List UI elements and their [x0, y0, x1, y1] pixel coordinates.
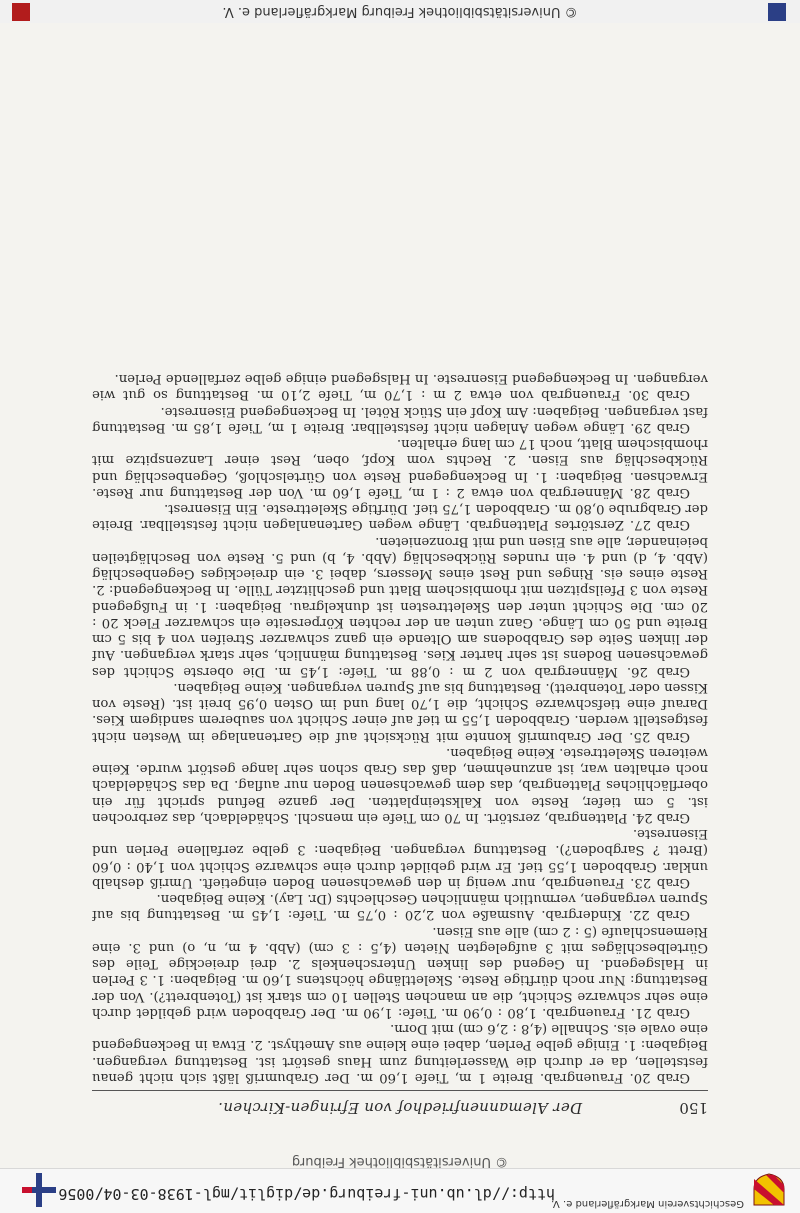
viewer-footer: [0, 0, 800, 23]
paragraph-grab-22: Grab 22. Kindergrab. Ausmaße von 2,20 : 0,75 m. Tiefe: 1,45 m. Bestattung bis auf Spuren vergangen, vermutlich männlichen Geschlechts (Dr. Lay). Keine Beigaben.: [92, 891, 708, 923]
paragraph-grab-25: Grab 25. Der Grabumriß konnte mit Rücksicht auf die Gartenanlage im Westen nicht festgestellt werden. Grabboden 1,55 m tief auf einer Schicht von sauberem sandigem Kies. Darauf eine tiefschwarze Schicht, die 1,70 lang und im Osten 0,95 breit ist. (Reste von Kissen oder Totenbrett). Bestattung bis auf Spuren vergangen. Keine Beigaben.: [92, 680, 708, 744]
header-rule: [92, 1090, 708, 1091]
paragraph-grab-21: Grab 21. Frauengrab. 1,80 : 0,90 m. Tiefe: 1,90 m. Der Grabboden wird gebildet durch eine sehr schwarze Schicht, die an manchen Stellen 10 cm stark ist (Totenbrett?). Von der Bestattung: Nur noch dürftige Reste. Skelettlänge höchstens 1,60 m. Beigaben: 1. 3 Perlen in Halsgegend. In Gegend des linken Unterschenkels 2. drei dreieckige Teile des Gürtelbeschläges mit 3 aufgelegten Nieten (4,5 : 3 cm) (Abb. 4 m, n, o) und 3. eine Riemenschlaufe (5 : 2 cm) alle aus Eisen.: [92, 923, 708, 1020]
body-text: [92, 35, 708, 1085]
url-bar[interactable]: http://dl.ub.uni-freiburg.de/diglit/mgl-1938-03-04/0056: [58, 1185, 555, 1203]
paragraph-grab-20: Grab 20. Frauengrab. Breite 1 m, Tiefe 1,60 m. Der Grabumriß läßt sich nicht genau feststellen, da er durch die Wasserleitung zum Haus gestört ist. Bestattung vergangen. Beigaben: 1. Einige gelbe Perlen, dabei eine kleine aus Amethyst. 2. Etwa in Beckengegend eine ovale eis. Schnalle (4,8 : 2,6 cm) mit Dorn.: [92, 1021, 708, 1085]
crest-icon: [752, 1173, 786, 1207]
paragraph-grab-26: Grab 26. Männergrab von 2 m : 0,88 m. Tiefe: 1,45 m. Die oberste Schicht des gewachsenen Bodens ist sehr harter Kies. Bestattung männlich, sehr stark vergangen. Auf der linken Seite des Grabbodens am Oltende ein ganz schwarzer Streifen von 4 bis 5 cm Breite und 50 cm Länge. Ganz unten an der rechten Körperseite ein schwarzer Fleck 20 : 20 cm. Die Schicht unter den Skelettresten ist dunkelgrau. Beigaben: 1. in Fußgegend Reste von 3 Pfeilspitzen mit rhombischem Blatt und geschlitzter Tülle. In Beckengegend: 2. Reste eines eis. Ringes und Rest eines Messers, dabei 3. ein dreieckiges Gegenbeschläg (Abb. 4, d) und 4. ein rundes Rückbeschläg (Abb. 4, b) und 5. Reste von Beschlägteilen beieinander, alle aus Eisen und mit Bronzenieten.: [92, 533, 708, 679]
copyright-line: © Universitätsbibliothek Freiburg: [291, 1154, 509, 1169]
running-title: Der Alemannenfriedhof von Efringen-Kirchen.: [217, 1099, 583, 1117]
paragraph-grab-29: Grab 29. Länge wegen Anlagen nicht feststellbar. Breite 1 m, Tiefe 1,85 m. Bestattung fast vergangen. Beigaben: Am Kopf ein Stück Rötel. In Beckengegend Eisenreste.: [92, 403, 708, 435]
paragraph-grab-27: Grab 27. Zerstörtes Plattengrab. Länge wegen Gartenanlagen nicht feststellbar. Breite der Grabgrube 0,80 m. Grabboden 1,75 tief. Dürftige Skelettreste. Ein Eisenrest.: [92, 501, 708, 533]
paragraph-grab-23: Grab 23. Frauengrab, nur wenig in den gewachsenen Boden eingetieft. Umriß deshalb unklar. Grabboden 1,55 tief. Er wird gebildet durch eine schwarze Schicht von 1,40 : 0,60 (Brett ? Sargboden?). Bestattung vergangen. Beigaben: 3 gelbe zerfallene Perlen und Eisenreste.: [92, 826, 708, 890]
paragraph-grab-28: Grab 28. Männergrab von etwa 2 : 1 m, Tiefe 1,60 m. Von der Bestattung nur Reste. Erwachsen. Beigaben: 1. In Beckengegend Reste von Gürtelschloß, Gegenbeschläg und Rückbeschläg aus Eisen. 2. Rechts vom Kopf, oben, Rest einer Lanzenspitze mit rhombischem Blatt, noch 17 cm lang erhalten.: [92, 436, 708, 500]
footer-copyright: © Universitätsbibliothek Freiburg Markgräflerland e. V.: [222, 4, 578, 19]
paragraph-grab-30: Grab 30. Frauengrab von etwa 2 m : 1,70 m, Tiefe 2,10 m. Bestattung so gut wie vergangen. In Beckengegend Eisenreste. In Halsgegend einige gelbe zerfallende Perlen.: [92, 371, 708, 403]
page-number: 150: [679, 1099, 708, 1117]
logo-mark-red-icon: [12, 3, 30, 21]
society-name: Geschichtsverein Markgräflerland e. V.: [551, 1198, 744, 1209]
running-header: [92, 1097, 708, 1117]
viewer-toolbar: [0, 1168, 800, 1213]
cross-nav-icon[interactable]: [22, 1173, 56, 1207]
logo-mark-icon: [768, 3, 786, 21]
paragraph-grab-24: Grab 24. Plattengrab, zerstört. In 70 cm Tiefe ein menschl. Schädeldach, das zerbrochen ist. 5 cm tiefer, Reste von Kalksteinplatten. Der ganze Befund spricht für ein oberflächliches Plattengrab, das dem gewachsenen Boden nur auflag. Da das Schädeldach noch erhalten war, ist anzunehmen, daß das Grab schon sehr lange gestört wurde. Keine weiteren Skelettreste. Keine Beigaben.: [92, 745, 708, 825]
